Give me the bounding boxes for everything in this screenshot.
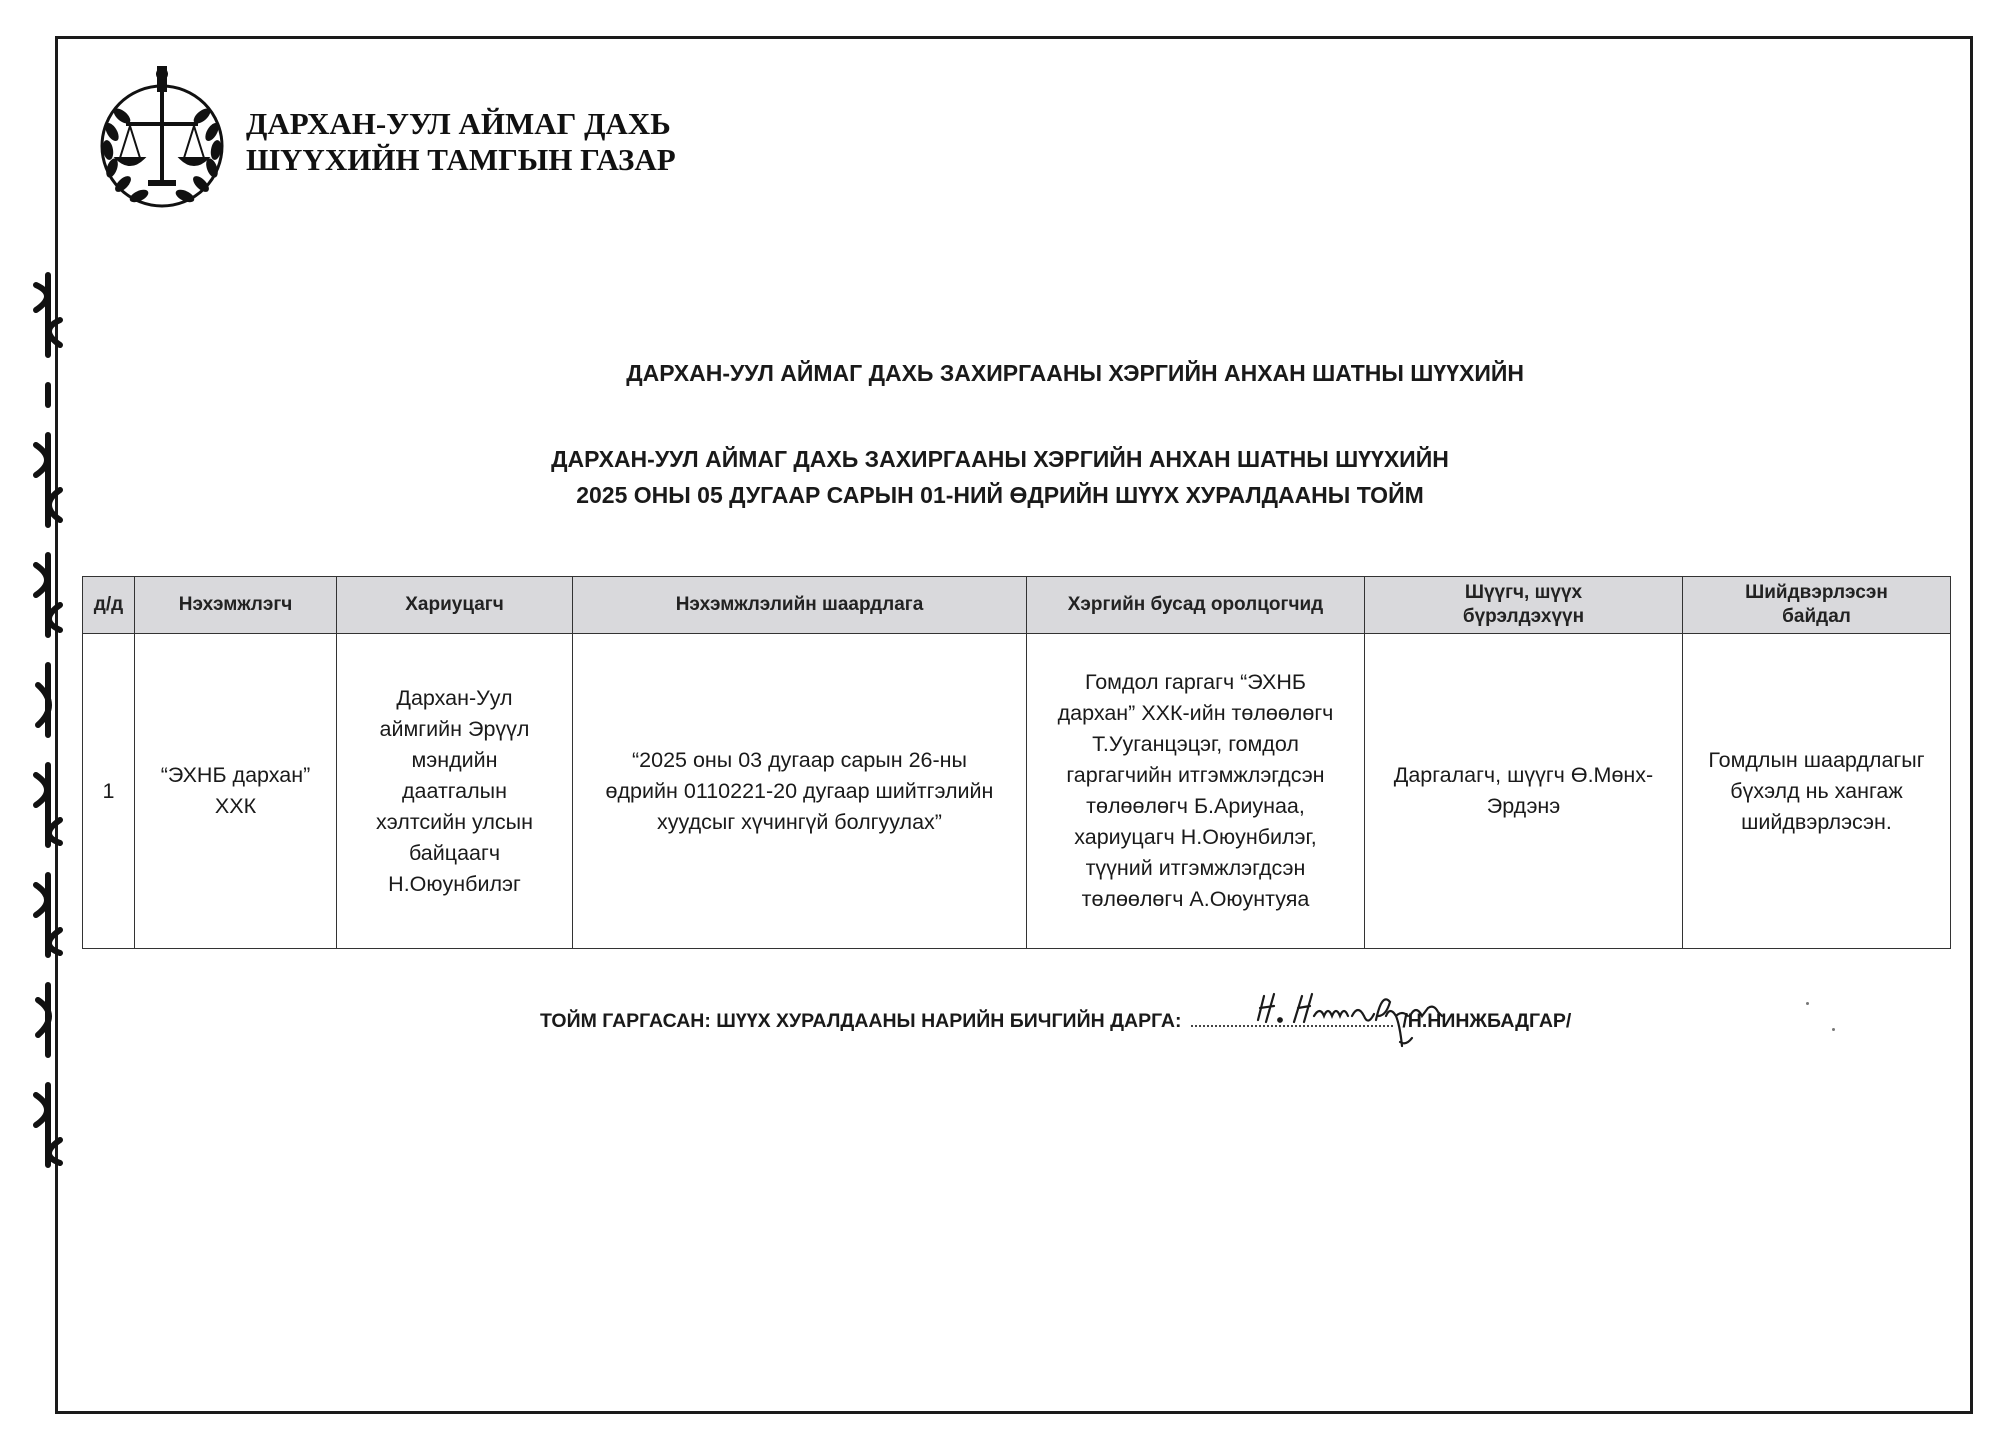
- cell-defendant-line: даатгалын: [401, 778, 508, 803]
- summary-title-line2: 2025 ОНЫ 05 ДУГААР САРЫН 01-НИЙ ӨДРИЙН ШҮҮХ ХУРАЛДААНЫ ТОЙМ: [576, 482, 1424, 508]
- handwritten-signature: [1250, 986, 1450, 1056]
- organization-name: [246, 106, 676, 178]
- cell-plaintiff-line1: “ЭХНБ дархан”: [160, 763, 311, 787]
- scan-speck: [1806, 1002, 1809, 1005]
- cell-claim-line: хуудсыг хүчингүй болгуулах”: [657, 809, 942, 834]
- cell-judge: [1365, 634, 1683, 949]
- cell-plaintiff: [135, 634, 337, 949]
- cell-judge-line: Эрдэнэ: [1486, 794, 1561, 818]
- summary-title-line1: ДАРХАН-УУЛ АЙМАГ ДАХЬ ЗАХИРГААНЫ ХЭРГИЙН АНХАН ШАТНЫ ШҮҮХИЙН: [551, 446, 1449, 472]
- col-header-judge: [1365, 577, 1683, 634]
- cell-decision-line: Гомдлын шаардлагыг: [1708, 747, 1925, 772]
- cell-participants-line: Т.Ууганцэцэг, гомдол: [1092, 732, 1299, 756]
- cell-participants-line: дархан” ХХК-ийн төлөөлөгч: [1057, 701, 1334, 725]
- cell-participants-line: гаргагчийн итгэмжлэгдсэн: [1066, 763, 1325, 787]
- col-header-judge-line1: Шүүгч, шүүх: [1464, 582, 1583, 603]
- cell-defendant: [337, 634, 573, 949]
- prepared-by-label: ТОЙМ ГАРГАСАН: ШҮҮХ ХУРАЛДААНЫ НАРИЙН БИЧГИЙН ДАРГА:: [540, 1010, 1182, 1032]
- cell-claim-line: “2025 оны 03 дугаар сарын 26-ны: [632, 747, 967, 772]
- cell-participants-line: төлөөлөгч Б.Ариунаа,: [1086, 794, 1305, 818]
- table-row: [83, 634, 1951, 949]
- cell-defendant-line: хэлтсийн улсын: [376, 809, 533, 834]
- cell-defendant-line: аймгийн Эрүүл: [379, 716, 530, 741]
- cell-claim-line: өдрийн 0110221-20 дугаар шийтгэлийн: [605, 778, 994, 803]
- organization-name-line2: ШҮҮХИЙН ТАМГЫН ГАЗАР: [246, 142, 676, 177]
- cell-decision: [1683, 634, 1951, 949]
- organization-name-line1: ДАРХАН-УУЛ АЙМАГ ДАХЬ: [246, 106, 671, 141]
- col-header-plaintiff: Нэхэмжлэгч: [135, 577, 337, 634]
- cell-participants-line: хариуцагч Н.Оюунбилэг,: [1074, 825, 1317, 849]
- cell-decision-line: шийдвэрлэсэн.: [1741, 809, 1892, 834]
- mongolian-script-seal: [18, 265, 78, 1175]
- cell-plaintiff-line2: ХХК: [214, 794, 257, 818]
- col-header-decision: [1683, 577, 1951, 634]
- cell-participants: [1027, 634, 1365, 949]
- cell-defendant-line: Н.Оюунбилэг: [388, 871, 521, 896]
- scan-speck: [1832, 1028, 1835, 1031]
- court-emblem-icon: [90, 62, 234, 218]
- col-header-participants: Хэргийн бусад оролцогчид: [1027, 577, 1365, 634]
- cell-defendant-line: байцаагч: [408, 840, 501, 865]
- cell-defendant-line: Дархан-Уул: [396, 685, 513, 710]
- cell-participants-line: төлөөлөгч А.Оюунтуяа: [1081, 887, 1310, 911]
- cell-num: 1: [83, 634, 135, 949]
- cell-judge-line: Даргалагч, шүүгч Ө.Мөнх-: [1393, 763, 1654, 787]
- cell-participants-line: түүний итгэмжлэгдсэн: [1085, 856, 1306, 880]
- cell-claim: [573, 634, 1027, 949]
- col-header-claim: Нэхэмжлэлийн шаардлага: [573, 577, 1027, 634]
- cell-participants-line: Гомдол гаргагч “ЭХНБ: [1085, 670, 1306, 694]
- cell-defendant-line: мэндийн: [411, 747, 498, 772]
- col-header-judge-line2: бүрэлдэхүүн: [1462, 606, 1585, 627]
- col-header-defendant: Хариуцагч: [337, 577, 573, 634]
- prepared-by-name: /Н.НИНЖБАДГАР/: [1402, 1010, 1572, 1032]
- court-heading: ДАРХАН-УУЛ АЙМАГ ДАХЬ ЗАХИРГААНЫ ХЭРГИЙН АНХАН ШАТНЫ ШҮҮХИЙН: [626, 360, 1524, 386]
- hearing-summary-table: [82, 576, 1951, 949]
- col-header-decision-line1: Шийдвэрлэсэн: [1745, 582, 1888, 603]
- col-header-num: д/д: [83, 577, 135, 634]
- col-header-decision-line2: байдал: [1782, 606, 1851, 627]
- table-header-row: [83, 577, 1951, 634]
- cell-decision-line: бүхэлд нь хангаж: [1730, 778, 1903, 803]
